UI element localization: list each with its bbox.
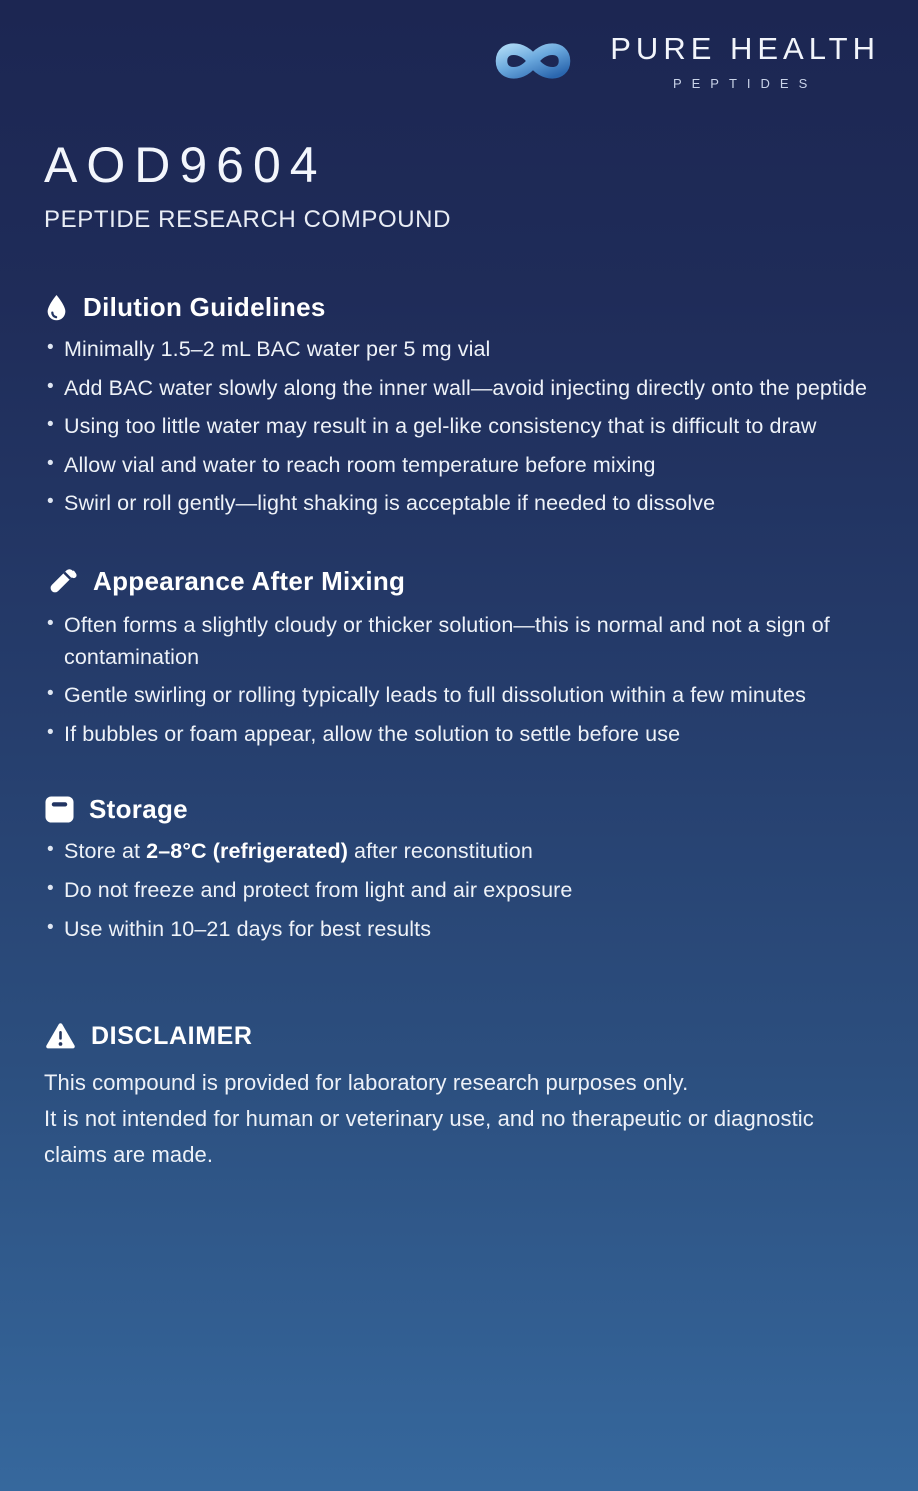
product-title: AOD9604: [44, 137, 327, 193]
storage-section: [44, 794, 880, 945]
bullet-list: [44, 836, 880, 945]
bullet-item: • Add BAC water slowly along the inner wall—avoid injecting directly onto the peptide: [44, 373, 880, 405]
section-heading: Storage: [89, 794, 188, 825]
storage-box-icon: [44, 795, 75, 824]
bullet-item: • If bubbles or foam appear, allow the solution to settle before use: [44, 719, 880, 751]
section-heading: Appearance After Mixing: [93, 565, 406, 596]
sections: [0, 292, 918, 945]
bullet-list: [44, 334, 880, 520]
disclaimer-section: [0, 1021, 918, 1173]
dilution-guidelines-section: [44, 292, 880, 520]
brand-name: PURE HEALTH: [610, 31, 880, 66]
bullet-item: • Allow vial and water to reach room temperature before mixing: [44, 450, 880, 482]
bullet-list: [44, 610, 880, 750]
bullet-item: • Gentle swirling or rolling typically leads to full dissolution within a few minutes: [44, 680, 880, 712]
title-block: [44, 137, 918, 234]
section-heading-row: [44, 794, 880, 825]
disclaimer-heading-row: [44, 1021, 880, 1051]
bullet-item: • Using too little water may result in a gel-like consistency that is difficult to draw: [44, 411, 880, 443]
section-heading: Dilution Guidelines: [83, 292, 326, 322]
bullet-item: • Often forms a slightly cloudy or thicker solution—this is normal and not a sign of contamination: [44, 610, 880, 673]
droplet-icon: [44, 293, 69, 323]
product-subtitle: PEPTIDE RESEARCH COMPOUND: [44, 206, 452, 233]
appearance-after-mixing-section: [44, 564, 880, 750]
section-heading-row: [44, 292, 880, 323]
bullet-item: • Minimally 1.5–2 mL BAC water per 5 mg vial: [44, 334, 880, 366]
bullet-item: • Do not freeze and protect from light and air exposure: [44, 875, 880, 907]
section-heading-row: [44, 564, 880, 599]
disclaimer-line: This compound is provided for laboratory research purposes only.: [44, 1070, 689, 1096]
disclaimer-text: [44, 1065, 854, 1173]
brand-tagline: PEPTIDES: [672, 76, 818, 91]
warning-icon: [44, 1021, 77, 1051]
bullet-item: • Store at 2–8°C (refrigerated) after reconstitution: [44, 836, 880, 868]
disclaimer-line: It is not intended for human or veterinary use, and no therapeutic or diagnostic claims are made.: [44, 1106, 814, 1168]
brand-text: [610, 31, 880, 91]
test-tube-icon: [44, 564, 79, 599]
brand-header: [0, 0, 918, 98]
disclaimer-heading: DISCLAIMER: [91, 1021, 253, 1050]
infinity-icon: [470, 24, 596, 98]
bullet-item: • Swirl or roll gently—light shaking is acceptable if needed to dissolve: [44, 488, 880, 520]
bullet-item: • Use within 10–21 days for best results: [44, 914, 880, 946]
